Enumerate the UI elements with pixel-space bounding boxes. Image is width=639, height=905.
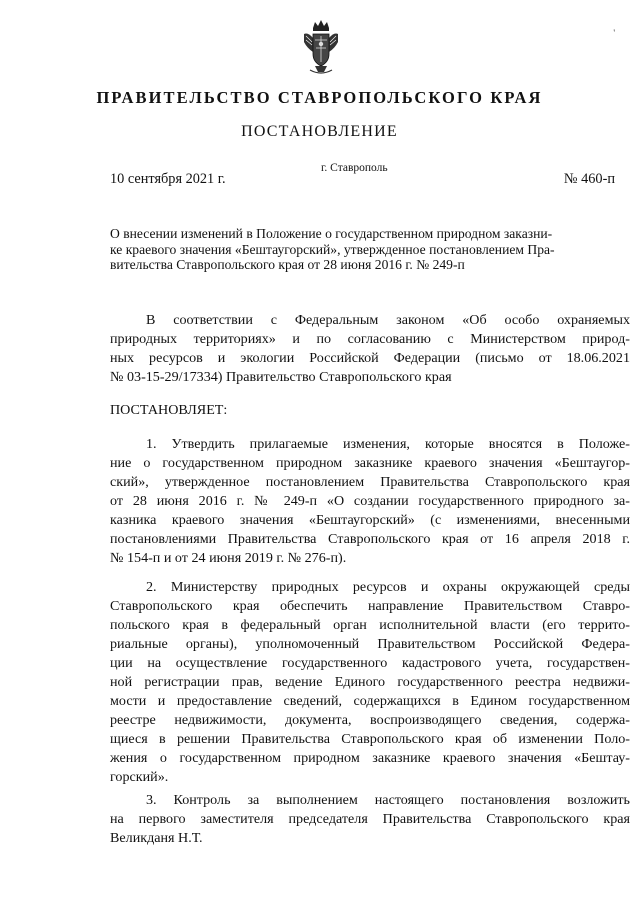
paragraph-line: горский». <box>110 769 169 785</box>
government-title: ПРАВИТЕЛЬСТВО СТАВРОПОЛЬСКОГО КРАЯ <box>96 88 543 107</box>
paragraph-line: мости и предоставление сведений, содержащихся в Едином государственном <box>110 693 630 709</box>
document-subject <box>110 226 630 273</box>
document-date: 10 сентября 2021 г. <box>110 171 226 187</box>
subject-line: О внесении изменений в Положение о государственном природном заказни- <box>110 226 553 241</box>
paragraph-line: В соответствии с Федеральным законом «Об особо охраняемых <box>146 312 630 328</box>
paragraph-line: жения о государственном природном заказнике краевого значения «Бештау- <box>110 750 630 766</box>
resolve-word: ПОСТАНОВЛЯЕТ: <box>110 402 228 418</box>
paragraph-line: постановлениями Правительства Ставропольского края от 16 апреля 2018 г. <box>110 531 630 547</box>
coat-of-arms-icon <box>302 18 340 78</box>
paragraph-line: польского края в федеральный орган исполнительной власти (его террито- <box>110 617 630 633</box>
paragraph-line: № 154-п и от 24 июня 2019 г. № 276-п). <box>110 550 347 566</box>
paragraph-line: ции на осуществление государственного кадастрового учета, государствен- <box>110 655 630 671</box>
item-3-paragraph <box>110 791 630 848</box>
document-type: ПОСТАНОВЛЕНИЕ <box>241 123 398 140</box>
subject-line: ке краевого значения «Бештаугорский», утвержденное постановлением Пра- <box>110 241 555 257</box>
document-city: г. Ставрополь <box>321 162 388 174</box>
paragraph-line: 3. Контроль за выполнением настоящего постановления возложить <box>146 792 630 808</box>
subject-line: вительства Ставропольского края от 28 июня 2016 г. № 249-п <box>110 257 465 272</box>
paragraph-line: 1. Утвердить прилагаемые изменения, которые вносятся в Положе- <box>146 436 630 452</box>
paragraph-line: Ставропольского края обеспечить направление Правительством Ставро- <box>110 598 630 614</box>
margin-mark: ' <box>613 28 615 38</box>
paragraph-line: на первого заместителя председателя Правительства Ставропольского края <box>110 811 630 827</box>
paragraph-line: 2. Министерству природных ресурсов и охраны окружающей среды <box>146 579 630 595</box>
paragraph-line: щиеся в решении Правительства Ставропольского края об изменении Поло- <box>110 731 630 747</box>
paragraph-line: ных ресурсов и экологии Российской Федерации (письмо от 18.06.2021 <box>110 350 630 366</box>
paragraph-line: ский», утвержденное постановлением Правительства Ставропольского края <box>110 474 630 490</box>
paragraph-line: ной регистрации прав, ведение Единого государственного реестра недвижи- <box>110 674 630 690</box>
item-1-paragraph <box>110 435 630 568</box>
item-2-paragraph <box>110 578 630 787</box>
paragraph-line: казника краевого значения «Бештаугорский» (с изменениями, внесенными <box>110 512 630 528</box>
paragraph-line: природных территориях» и по согласованию с Министерством природ- <box>110 331 630 347</box>
preamble-paragraph <box>110 311 630 387</box>
paragraph-line: ние о государственном природном заказнике краевого значения «Бештаугор- <box>110 455 630 471</box>
paragraph-line: риальные органы), уполномоченный Правительством Российской Федера- <box>110 636 630 652</box>
paragraph-line: реестре недвижимости, документа, воспроизводящего сведения, содержа- <box>110 712 630 728</box>
paragraph-line: от 28 июня 2016 г. № 249-п «О создании государственного природного за- <box>110 493 630 509</box>
paragraph-line: Великданя Н.Т. <box>110 830 203 846</box>
resolve-heading <box>110 401 630 420</box>
paragraph-line: № 03-15-29/17334) Правительство Ставропольского края <box>110 369 452 385</box>
document-number: № 460-п <box>563 171 615 187</box>
